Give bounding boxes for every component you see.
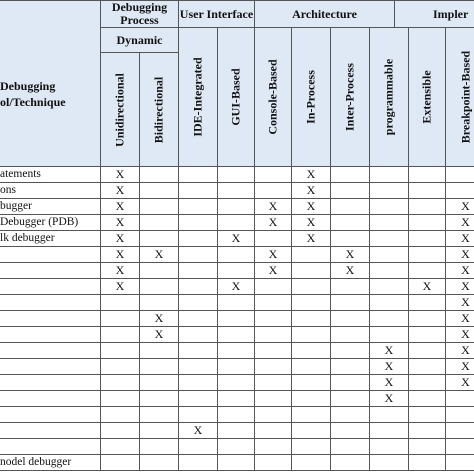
column-header-unidirectional: Unidirectional [101,53,140,167]
feature-mark-cell [331,327,370,343]
feature-mark-cell [255,375,292,391]
feature-mark-cell [140,423,179,439]
tool-name-cell [0,311,101,327]
table-row [0,423,474,439]
feature-mark-cell [370,215,409,231]
feature-mark-cell: X [292,183,331,199]
feature-mark-cell [218,407,255,423]
feature-mark-cell [179,167,218,183]
group-header-architecture: Architecture [255,0,395,28]
feature-mark-cell [292,359,331,375]
feature-mark-cell [331,215,370,231]
feature-mark-cell [179,439,218,455]
feature-mark-cell [331,391,370,407]
feature-mark-cell: X [370,359,409,375]
feature-mark-cell [292,311,331,327]
feature-mark-cell [331,407,370,423]
feature-mark-cell [292,279,331,295]
feature-mark-cell [409,439,446,455]
feature-mark-cell [140,407,179,423]
feature-mark-cell [292,327,331,343]
feature-mark-cell [409,343,446,359]
feature-mark-cell: X [370,391,409,407]
feature-mark-cell [409,295,446,311]
feature-mark-cell: X [140,327,179,343]
feature-mark-cell [409,215,446,231]
table-row [0,391,474,407]
feature-mark-cell [370,455,409,471]
feature-mark-cell [409,183,446,199]
feature-mark-cell [218,183,255,199]
table-row [0,311,474,327]
feature-mark-cell [370,327,409,343]
table-row [0,407,474,423]
feature-mark-cell [255,311,292,327]
feature-mark-cell [140,183,179,199]
feature-mark-cell: X [446,247,474,263]
feature-mark-cell [140,167,179,183]
feature-mark-cell [218,295,255,311]
feature-mark-cell: X [101,263,140,279]
feature-mark-cell [370,263,409,279]
feature-mark-cell [409,247,446,263]
feature-mark-cell [218,423,255,439]
tool-name-cell: lk debugger [0,231,101,247]
feature-mark-cell [218,343,255,359]
feature-mark-cell [179,375,218,391]
feature-mark-cell [446,391,474,407]
feature-mark-cell: X [140,311,179,327]
feature-mark-cell: X [292,167,331,183]
feature-mark-cell [140,199,179,215]
feature-mark-cell [101,455,140,471]
feature-mark-cell: X [446,327,474,343]
feature-mark-cell: X [370,375,409,391]
feature-mark-cell [101,359,140,375]
feature-mark-cell [331,279,370,295]
feature-mark-cell [179,183,218,199]
feature-mark-cell [446,439,474,455]
group-header-implementation: Impler [395,0,474,28]
feature-mark-cell [292,407,331,423]
feature-mark-cell: X [179,423,218,439]
feature-mark-cell: X [331,247,370,263]
feature-mark-cell [218,359,255,375]
table-row [0,183,474,199]
feature-mark-cell [331,359,370,375]
feature-mark-cell [218,391,255,407]
feature-mark-cell [331,455,370,471]
feature-mark-cell [409,231,446,247]
table-row [0,231,474,247]
tool-name-cell: bugger [0,199,101,215]
feature-mark-cell [101,295,140,311]
feature-mark-cell [218,263,255,279]
feature-mark-cell [370,439,409,455]
feature-mark-cell [370,167,409,183]
feature-mark-cell [218,247,255,263]
feature-mark-cell [101,407,140,423]
feature-mark-cell: X [446,359,474,375]
table-row [0,199,474,215]
feature-mark-cell [409,311,446,327]
feature-mark-cell [292,295,331,311]
feature-mark-cell [409,327,446,343]
column-header-ide-integrated: IDE-Integrated [179,28,218,167]
feature-mark-cell [140,391,179,407]
feature-mark-cell [179,199,218,215]
table-row [0,295,474,311]
feature-mark-cell: X [101,167,140,183]
group-header-user-interface: User Interface [179,0,255,28]
feature-mark-cell [370,199,409,215]
table-row [0,343,474,359]
feature-mark-cell [446,167,474,183]
feature-mark-cell [255,279,292,295]
feature-mark-cell [409,359,446,375]
feature-mark-cell [218,439,255,455]
feature-mark-cell [218,375,255,391]
feature-mark-cell: X [446,215,474,231]
tool-name-cell: nodel debugger [0,455,101,471]
tool-name-cell: ons [0,183,101,199]
column-header-gui-based: GUI-Based [218,28,255,167]
feature-mark-cell [446,455,474,471]
column-header-extensible: Extensible [409,28,446,167]
feature-mark-cell [140,263,179,279]
feature-mark-cell: X [140,247,179,263]
feature-mark-cell [179,359,218,375]
tool-name-cell: Debugger (PDB) [0,215,101,231]
feature-mark-cell: X [446,343,474,359]
subgroup-header-dynamic: Dynamic [101,28,179,53]
feature-mark-cell: X [409,279,446,295]
feature-mark-cell [370,423,409,439]
feature-mark-cell [101,311,140,327]
feature-mark-cell [331,439,370,455]
feature-mark-cell [179,343,218,359]
feature-mark-cell [331,311,370,327]
tool-name-cell [0,407,101,423]
column-header-in-process: In-Process [292,28,331,167]
feature-mark-cell [255,327,292,343]
feature-mark-cell: X [446,375,474,391]
column-header-programmable: programmable [370,28,409,167]
feature-mark-cell [292,455,331,471]
feature-mark-cell [179,263,218,279]
table-row [0,263,474,279]
feature-mark-cell [331,343,370,359]
tool-name-cell [0,359,101,375]
feature-mark-cell: X [292,231,331,247]
feature-mark-cell: X [101,199,140,215]
feature-mark-cell [255,423,292,439]
feature-mark-cell [370,247,409,263]
table-row [0,167,474,183]
feature-mark-cell [370,295,409,311]
feature-mark-cell [179,247,218,263]
table-row [0,327,474,343]
feature-mark-cell [218,311,255,327]
feature-mark-cell [409,263,446,279]
feature-mark-cell: X [101,215,140,231]
feature-mark-cell [370,183,409,199]
feature-mark-cell [331,295,370,311]
feature-mark-cell: X [255,247,292,263]
feature-mark-cell: X [292,199,331,215]
feature-mark-cell [409,391,446,407]
feature-mark-cell: X [101,231,140,247]
tool-name-cell [0,439,101,455]
feature-mark-cell [446,407,474,423]
feature-mark-cell [179,215,218,231]
feature-mark-cell [179,295,218,311]
tool-name-cell [0,263,101,279]
feature-mark-cell [179,391,218,407]
feature-mark-cell [331,167,370,183]
column-header-console-based: Console-Based [255,28,292,167]
tool-name-cell [0,295,101,311]
feature-mark-cell [370,279,409,295]
feature-mark-cell [140,231,179,247]
feature-mark-cell [255,455,292,471]
feature-mark-cell [255,439,292,455]
feature-mark-cell [179,279,218,295]
feature-mark-cell [292,439,331,455]
feature-mark-cell [409,167,446,183]
table-row [0,375,474,391]
feature-mark-cell [140,343,179,359]
feature-mark-cell [292,247,331,263]
feature-mark-cell: X [446,279,474,295]
feature-mark-cell [409,375,446,391]
feature-mark-cell [255,359,292,375]
feature-mark-cell [255,183,292,199]
feature-mark-cell [255,343,292,359]
feature-mark-cell [140,295,179,311]
table-row [0,439,474,455]
table-row [0,247,474,263]
feature-mark-cell: X [446,231,474,247]
feature-mark-cell: X [446,295,474,311]
column-header-breakpoint-based: Breakpoint-Based [446,28,474,167]
feature-mark-cell [370,311,409,327]
feature-mark-cell [140,375,179,391]
feature-mark-cell [218,167,255,183]
table-row [0,359,474,375]
feature-mark-cell [292,343,331,359]
feature-mark-cell [255,231,292,247]
feature-mark-cell [101,423,140,439]
feature-mark-cell [370,407,409,423]
tool-name-cell [0,391,101,407]
feature-mark-cell: X [101,183,140,199]
feature-mark-cell: X [370,343,409,359]
feature-mark-cell [409,455,446,471]
feature-mark-cell [140,439,179,455]
column-header-inter-process: Inter-Process [331,28,370,167]
feature-mark-cell [179,231,218,247]
feature-mark-cell: X [101,279,140,295]
tool-name-cell: atements [0,167,101,183]
feature-mark-cell [101,327,140,343]
table-row [0,215,474,231]
feature-mark-cell: X [292,215,331,231]
feature-mark-cell [140,359,179,375]
feature-mark-cell [292,263,331,279]
feature-mark-cell [140,455,179,471]
feature-mark-cell [292,391,331,407]
tool-name-cell [0,375,101,391]
tool-name-cell [0,343,101,359]
feature-mark-cell [331,199,370,215]
feature-mark-cell [218,327,255,343]
feature-mark-cell: X [446,263,474,279]
feature-mark-cell [101,439,140,455]
feature-mark-cell [446,183,474,199]
feature-mark-cell: X [218,279,255,295]
feature-mark-cell: X [255,263,292,279]
feature-mark-cell [179,327,218,343]
tool-name-cell [0,423,101,439]
feature-mark-cell [255,167,292,183]
feature-mark-cell [101,375,140,391]
feature-mark-cell: X [446,311,474,327]
feature-mark-cell [292,423,331,439]
feature-mark-cell [331,423,370,439]
feature-mark-cell [101,391,140,407]
feature-mark-cell [255,407,292,423]
feature-mark-cell [331,183,370,199]
feature-mark-cell [140,279,179,295]
column-header-bidirectional: Bidirectional [140,53,179,167]
feature-mark-cell: X [255,215,292,231]
group-header-debugging-process: Debugging Process [101,0,179,28]
feature-mark-cell [140,215,179,231]
feature-mark-cell [218,199,255,215]
table-row [0,279,474,295]
feature-mark-cell [255,295,292,311]
feature-mark-cell [292,375,331,391]
feature-mark-cell [218,215,255,231]
feature-mark-cell [179,455,218,471]
feature-mark-cell [179,407,218,423]
feature-mark-cell [179,311,218,327]
tool-name-cell [0,279,101,295]
feature-mark-cell [101,343,140,359]
feature-mark-cell [370,231,409,247]
feature-mark-cell: X [331,263,370,279]
feature-mark-cell [331,231,370,247]
tool-column-header [0,0,101,167]
feature-mark-cell: X [446,199,474,215]
tool-header-line1: Debugging [0,79,56,93]
feature-mark-cell [218,455,255,471]
feature-mark-cell [409,199,446,215]
feature-mark-cell: X [101,247,140,263]
tool-name-cell [0,247,101,263]
feature-mark-cell: X [218,231,255,247]
feature-mark-cell [446,423,474,439]
feature-mark-cell [409,423,446,439]
feature-mark-cell: X [255,199,292,215]
table-row [0,455,474,471]
tool-header-line2: ol/Technique [0,95,66,109]
feature-mark-cell [255,391,292,407]
tool-name-cell [0,327,101,343]
feature-mark-cell [331,375,370,391]
feature-mark-cell [409,407,446,423]
